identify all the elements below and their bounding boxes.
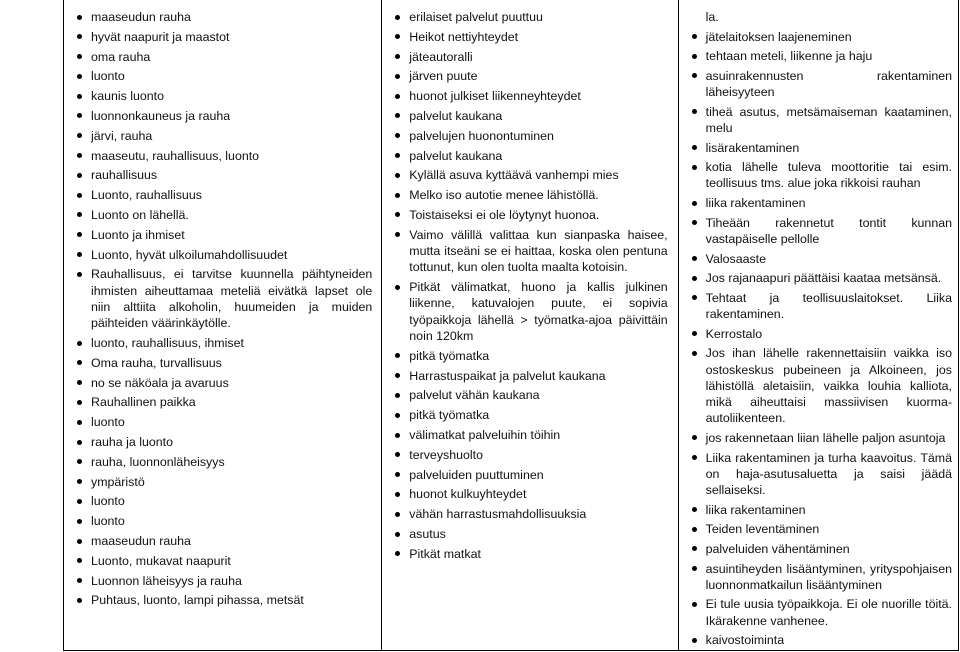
list-item: Pitkät välimatkat, huono ja kallis julkinen liikenne, katuvalojen puute, ei sopivia työpaikkoja lähellä > työmatka-ajoa päivittäin noin 120km: [390, 279, 667, 344]
list-item: huonot kulkuyhteydet: [390, 486, 667, 502]
list-item: luonto: [72, 414, 372, 430]
list-item: luonto: [72, 513, 372, 529]
list-item: hyvät naapurit ja maastot: [72, 29, 372, 45]
list-item: terveyshuolto: [390, 447, 667, 463]
list-item: kaivostoiminta: [687, 632, 952, 648]
list-item: luonto: [72, 493, 372, 509]
list-item: lisärakentaminen: [687, 140, 952, 156]
list-item: Teiden leventäminen: [687, 521, 952, 537]
list-item: Luonnon läheisyys ja rauha: [72, 573, 372, 589]
list-item: Toistaiseksi ei ole löytynyt huonoa.: [390, 207, 667, 223]
list-item: järven puute: [390, 68, 667, 84]
list-item: maaseudun rauha: [72, 9, 372, 25]
list-item: Rauhallinen paikka: [72, 394, 372, 410]
list-item: huonot julkiset liikenneyhteydet: [390, 88, 667, 104]
column-3: [678, 0, 958, 650]
list-item: asuintiheyden lisääntyminen, yrityspohjaisen luonnonmatkailun lisääntyminen: [687, 561, 952, 594]
list-item: luonto, rauhallisuus, ihmiset: [72, 335, 372, 351]
list-item: välimatkat palveluihin töihin: [390, 427, 667, 443]
list-item: Luonto, rauhallisuus: [72, 187, 372, 203]
list-item: palvelut vähän kaukana: [390, 387, 667, 403]
list-item: Kylällä asuva kyttäävä vanhempi mies: [390, 167, 667, 183]
bullet-list-1: [64, 0, 381, 609]
column-2: [381, 0, 677, 650]
list-item: Puhtaus, luonto, lampi pihassa, metsät: [72, 592, 372, 608]
list-item: tehtaan meteli, liikenne ja haju: [687, 48, 952, 64]
list-item: rauhallisuus: [72, 167, 372, 183]
list-item: Harrastuspaikat ja palvelut kaukana: [390, 368, 667, 384]
list-item: Vaimo välillä valittaa kun sianpaska haisee, mutta itseäni se ei haittaa, koska olen pentuna tottunut, kun olen tuolta maalta kotoisin.: [390, 227, 667, 276]
continuation-text: la.: [705, 10, 719, 24]
list-item: pitkä työmatka: [390, 407, 667, 423]
list-item: Luonto ja ihmiset: [72, 227, 372, 243]
list-item: erilaiset palvelut puuttuu: [390, 9, 667, 25]
list-item: liika rakentaminen: [687, 502, 952, 518]
list-item: pitkä työmatka: [390, 348, 667, 364]
list-item: asuinrakennusten rakentaminen läheisyyteen: [687, 68, 952, 101]
list-item: oma rauha: [72, 49, 372, 65]
list-item: Luonto, mukavat naapurit: [72, 553, 372, 569]
list-item: kaunis luonto: [72, 88, 372, 104]
column-1: [64, 0, 381, 650]
list-item: Pitkät matkat: [390, 546, 667, 562]
list-item: Luonto, hyvät ulkoilumahdollisuudet: [72, 247, 372, 263]
list-item: rauha, luonnonläheisyys: [72, 454, 372, 470]
list-item: Tiheään rakennetut tontit kunnan vastapäiselle pellolle: [687, 215, 952, 248]
list-item: maaseudun rauha: [72, 533, 372, 549]
list-item: no se näköala ja avaruus: [72, 375, 372, 391]
list-item: Rauhallisuus, ei tarvitse kuunnella päihtyneiden ihmisten aiheuttamaa meteliä eivätkä lapset ole niin alttiita alkoholin, huumeiden ja muiden päihteiden väärinkäytölle.: [72, 266, 372, 331]
list-item: Luonto on lähellä.: [72, 207, 372, 223]
bullet-list-2: [382, 0, 677, 562]
list-item: Tehtaat ja teollisuuslaitokset. Liika rakentaminen.: [687, 290, 952, 323]
list-item: jätelaitoksen laajeneminen: [687, 29, 952, 45]
list-item: rauha ja luonto: [72, 434, 372, 450]
list-item: jäteautoralli: [390, 49, 667, 65]
list-item: järvi, rauha: [72, 128, 372, 144]
list-item: Melko iso autotie menee lähistöllä.: [390, 187, 667, 203]
list-item: palvelujen huonontuminen: [390, 128, 667, 144]
list-item: Jos rajanaapuri päättäisi kaataa metsänsä.: [687, 270, 952, 286]
list-item: Liika rakentaminen ja turha kaavoitus. Tämä on haja-asutusaluetta ja saisi jäädä sellaiseksi.: [687, 450, 952, 499]
list-item: Jos ihan lähelle rakennettaisiin vaikka iso ostoskeskus pubeineen ja Alkoineen, jos lähistöllä aletaisiin, vaikka louhia kalliota, mikä aiheuttaisi massiivisen kuorma-autoliikenteen.: [687, 345, 952, 426]
list-item: Ei tule uusia työpaikkoja. Ei ole nuorille töitä. Ikärakenne vanhenee.: [687, 596, 952, 629]
list-item: liika rakentaminen: [687, 195, 952, 211]
list-item: luonto: [72, 68, 372, 84]
list-item: luonnonkauneus ja rauha: [72, 108, 372, 124]
list-item: maaseutu, rauhallisuus, luonto: [72, 148, 372, 164]
list-item: palveluiden vähentäminen: [687, 541, 952, 557]
list-item: tiheä asutus, metsämaiseman kaataminen, melu: [687, 104, 952, 137]
list-item: palvelut kaukana: [390, 148, 667, 164]
answers-table: [63, 0, 959, 651]
list-item: Oma rauha, turvallisuus: [72, 355, 372, 371]
list-item: kotia lähelle tuleva moottoritie tai esim. teollisuus tms. alue joka rikkoisi rauhan: [687, 159, 952, 192]
list-item: vähän harrastusmahdollisuuksia: [390, 506, 667, 522]
list-item: Valosaaste: [687, 251, 952, 267]
list-item: Kerrostalo: [687, 326, 952, 342]
list-item: ympäristö: [72, 474, 372, 490]
list-item: palveluiden puuttuminen: [390, 467, 667, 483]
list-item: palvelut kaukana: [390, 108, 667, 124]
bullet-list-3: [679, 0, 958, 649]
list-item: asutus: [390, 526, 667, 542]
list-item: jos rakennetaan liian lähelle paljon asuntoja: [687, 430, 952, 446]
list-item: Heikot nettiyhteydet: [390, 29, 667, 45]
